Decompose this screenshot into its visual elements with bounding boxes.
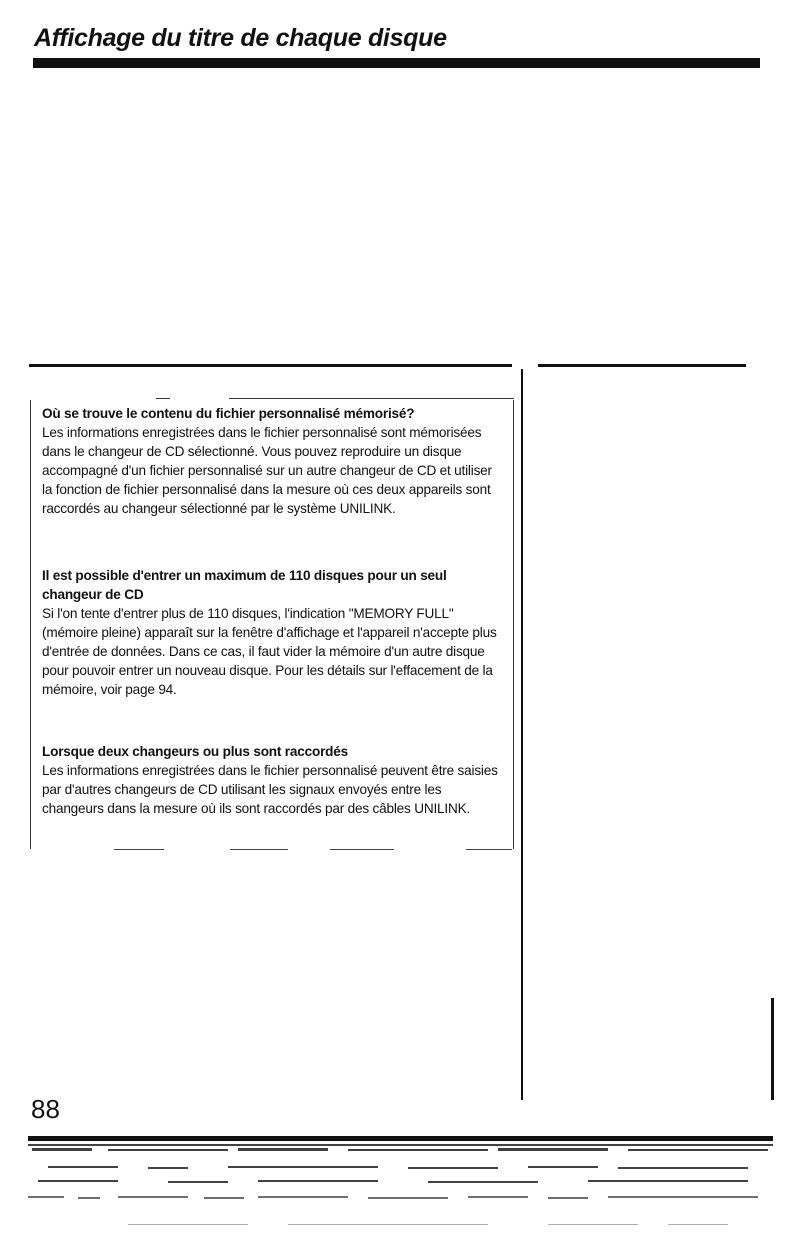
note-body: Si l'on tente d'entrer plus de 110 disques, l'indication "MEMORY FULL" (mémoire pleine) apparaît sur la fenêtre d'affichage et l'appareil n'accepte plus d'entrée de données. Dans ce cas, il faut vider la mémoire d'un autre disque pour pouvoir entrer un nouveau disque. Pour les détails sur l'effacement de la mémoire, voir page 94.: [42, 606, 497, 697]
title-underline-rule: [33, 58, 760, 68]
notes-box-bottom-dash: [114, 849, 164, 850]
notes-box-bottom-dash: [230, 849, 288, 850]
notes-box-top-dash: [156, 398, 170, 399]
right-margin-bar: [771, 998, 774, 1100]
notes-box-bottom-dash: [330, 849, 394, 850]
note-title: Lorsque deux changeurs ou plus sont raccordés: [42, 744, 348, 759]
right-column-top-rule: [538, 364, 746, 367]
left-column-top-rule: [29, 364, 512, 367]
note-disc-limit: [42, 566, 505, 699]
note-memory-location: [42, 404, 505, 518]
column-divider: [521, 369, 523, 1100]
note-title: Il est possible d'entrer un maximum de 110 disques pour un seul changeur de CD: [42, 568, 447, 602]
note-multiple-changers: [42, 742, 505, 818]
scan-noise-band: [28, 1136, 773, 1232]
notes-box-bottom-dash: [466, 849, 512, 850]
page-title: Affichage du titre de chaque disque: [34, 24, 447, 52]
page-number: 88: [31, 1094, 60, 1124]
note-title: Où se trouve le contenu du fichier personnalisé mémorisé?: [42, 406, 415, 421]
note-body: Les informations enregistrées dans le fichier personnalisé sont mémorisées dans le changeur de CD sélectionné. Vous pouvez reproduire un disque accompagné d'un fichier personnalisé sur un autre changeur de CD et utiliser la fonction de fichier personnalisé dans la mesure où ces deux appareils sont raccordés au changeur sélectionné par le système UNILINK.: [42, 425, 492, 516]
note-body: Les informations enregistrées dans le fichier personnalisé peuvent être saisies par d'autres changeurs de CD utilisant les signaux envoyés entre les changeurs dans la mesure où ils sont raccordés par des câbles UNILINK.: [42, 763, 498, 816]
notes-box-top-border: [229, 398, 514, 399]
